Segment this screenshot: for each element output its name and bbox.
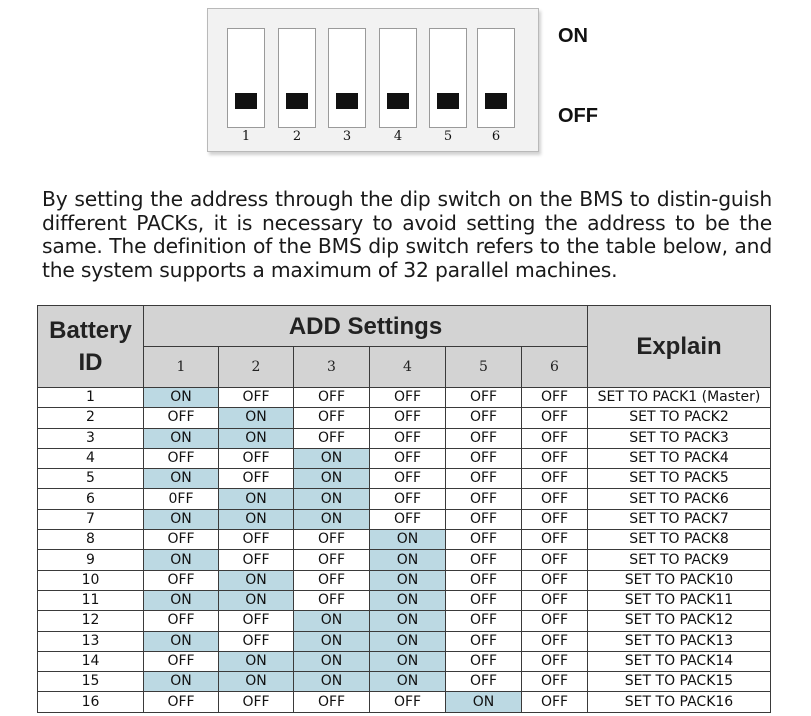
battery-id-cell: 14 bbox=[38, 651, 144, 671]
setting-cell: OFF bbox=[522, 550, 588, 570]
header-col: 5 bbox=[446, 347, 522, 388]
dip-switch-1 bbox=[227, 28, 265, 128]
setting-cell: OFF bbox=[219, 692, 294, 712]
battery-id-cell: 11 bbox=[38, 590, 144, 610]
setting-cell: OFF bbox=[446, 672, 522, 692]
setting-cell: ON bbox=[370, 550, 446, 570]
explain-cell: SET TO PACK6 bbox=[588, 489, 771, 509]
setting-cell: OFF bbox=[370, 408, 446, 428]
setting-cell: ON bbox=[144, 428, 219, 448]
header-col: 2 bbox=[219, 347, 294, 388]
setting-cell: OFF bbox=[370, 448, 446, 468]
setting-cell: OFF bbox=[522, 388, 588, 408]
setting-cell: OFF bbox=[219, 530, 294, 550]
header-explain: Explain bbox=[588, 306, 771, 388]
setting-cell: OFF bbox=[144, 530, 219, 550]
setting-cell: ON bbox=[219, 428, 294, 448]
setting-cell: OFF bbox=[446, 469, 522, 489]
setting-cell: ON bbox=[144, 550, 219, 570]
setting-cell: OFF bbox=[446, 448, 522, 468]
explain-cell: SET TO PACK16 bbox=[588, 692, 771, 712]
setting-cell: ON bbox=[144, 631, 219, 651]
setting-cell: OFF bbox=[522, 408, 588, 428]
setting-cell: ON bbox=[294, 469, 370, 489]
setting-cell: OFF bbox=[522, 448, 588, 468]
setting-cell: OFF bbox=[144, 692, 219, 712]
setting-cell: ON bbox=[294, 448, 370, 468]
setting-cell: OFF bbox=[522, 611, 588, 631]
setting-cell: OFF bbox=[522, 570, 588, 590]
setting-cell: ON bbox=[370, 530, 446, 550]
dip-knob bbox=[286, 93, 308, 109]
setting-cell: OFF bbox=[219, 631, 294, 651]
setting-cell: OFF bbox=[446, 590, 522, 610]
explain-cell: SET TO PACK7 bbox=[588, 509, 771, 529]
setting-cell: ON bbox=[446, 692, 522, 712]
setting-cell: OFF bbox=[294, 570, 370, 590]
table-row bbox=[38, 489, 771, 509]
dip-number: 4 bbox=[393, 129, 403, 144]
table-row bbox=[38, 428, 771, 448]
setting-cell: OFF bbox=[294, 692, 370, 712]
setting-cell: OFF bbox=[219, 469, 294, 489]
table-row bbox=[38, 469, 771, 489]
battery-id-cell: 12 bbox=[38, 611, 144, 631]
setting-cell: ON bbox=[294, 672, 370, 692]
battery-id-cell: 16 bbox=[38, 692, 144, 712]
setting-cell: OFF bbox=[370, 428, 446, 448]
setting-cell: ON bbox=[370, 611, 446, 631]
dip-switch-3 bbox=[328, 28, 366, 128]
setting-cell: OFF bbox=[144, 611, 219, 631]
table-row bbox=[38, 672, 771, 692]
explain-cell: SET TO PACK10 bbox=[588, 570, 771, 590]
setting-cell: OFF bbox=[522, 692, 588, 712]
setting-cell: OFF bbox=[446, 428, 522, 448]
table-row bbox=[38, 509, 771, 529]
dip-number: 1 bbox=[241, 129, 251, 144]
setting-cell: OFF bbox=[370, 388, 446, 408]
setting-cell: ON bbox=[144, 388, 219, 408]
setting-cell: OFF bbox=[446, 570, 522, 590]
explain-cell: SET TO PACK12 bbox=[588, 611, 771, 631]
header-col: 6 bbox=[522, 347, 588, 388]
setting-cell: ON bbox=[370, 570, 446, 590]
setting-cell: OFF bbox=[522, 509, 588, 529]
dip-switch-diagram bbox=[207, 8, 539, 152]
setting-cell: ON bbox=[219, 509, 294, 529]
battery-id-cell: 8 bbox=[38, 530, 144, 550]
setting-cell: OFF bbox=[446, 631, 522, 651]
setting-cell: OFF bbox=[370, 509, 446, 529]
table-row bbox=[38, 448, 771, 468]
setting-cell: ON bbox=[219, 672, 294, 692]
explain-cell: SET TO PACK11 bbox=[588, 590, 771, 610]
setting-cell: ON bbox=[294, 631, 370, 651]
setting-cell: OFF bbox=[522, 590, 588, 610]
setting-cell: OFF bbox=[370, 692, 446, 712]
setting-cell: OFF bbox=[446, 509, 522, 529]
table-row bbox=[38, 651, 771, 671]
battery-id-cell: 2 bbox=[38, 408, 144, 428]
battery-id-cell: 10 bbox=[38, 570, 144, 590]
battery-id-cell: 6 bbox=[38, 489, 144, 509]
setting-cell: ON bbox=[219, 590, 294, 610]
battery-id-cell: 15 bbox=[38, 672, 144, 692]
dip-knob bbox=[485, 93, 507, 109]
dip-switch-4 bbox=[379, 28, 417, 128]
setting-cell: ON bbox=[144, 590, 219, 610]
table-row bbox=[38, 388, 771, 408]
setting-cell: ON bbox=[294, 509, 370, 529]
setting-cell: ON bbox=[219, 570, 294, 590]
setting-cell: OFF bbox=[446, 611, 522, 631]
battery-id-cell: 1 bbox=[38, 388, 144, 408]
setting-cell: OFF bbox=[370, 469, 446, 489]
setting-cell: OFF bbox=[294, 530, 370, 550]
explain-cell: SET TO PACK4 bbox=[588, 448, 771, 468]
explain-cell: SET TO PACK1 (Master) bbox=[588, 388, 771, 408]
table-row bbox=[38, 530, 771, 550]
setting-cell: OFF bbox=[144, 570, 219, 590]
dip-number: 5 bbox=[443, 129, 453, 144]
battery-id-cell: 5 bbox=[38, 469, 144, 489]
battery-id-cell: 9 bbox=[38, 550, 144, 570]
battery-id-cell: 4 bbox=[38, 448, 144, 468]
dip-number: 6 bbox=[491, 129, 501, 144]
explain-cell: SET TO PACK5 bbox=[588, 469, 771, 489]
setting-cell: ON bbox=[219, 408, 294, 428]
dip-switch-5 bbox=[429, 28, 467, 128]
header-col: 3 bbox=[294, 347, 370, 388]
table-row bbox=[38, 611, 771, 631]
setting-cell: OFF bbox=[219, 388, 294, 408]
dip-knob bbox=[336, 93, 358, 109]
table-body bbox=[38, 388, 771, 713]
explain-cell: SET TO PACK15 bbox=[588, 672, 771, 692]
setting-cell: OFF bbox=[522, 651, 588, 671]
setting-cell: OFF bbox=[294, 550, 370, 570]
dip-number: 2 bbox=[292, 129, 302, 144]
setting-cell: OFF bbox=[144, 408, 219, 428]
setting-cell: OFF bbox=[144, 651, 219, 671]
setting-cell: ON bbox=[294, 651, 370, 671]
dip-knob bbox=[437, 93, 459, 109]
explain-cell: SET TO PACK14 bbox=[588, 651, 771, 671]
setting-cell: ON bbox=[370, 590, 446, 610]
setting-cell: OFF bbox=[294, 428, 370, 448]
setting-cell: 0FF bbox=[144, 489, 219, 509]
setting-cell: OFF bbox=[144, 448, 219, 468]
setting-cell: OFF bbox=[219, 611, 294, 631]
dip-switch-6 bbox=[477, 28, 515, 128]
battery-id-cell: 3 bbox=[38, 428, 144, 448]
table-row bbox=[38, 408, 771, 428]
battery-id-cell: 7 bbox=[38, 509, 144, 529]
dip-switch-2 bbox=[278, 28, 316, 128]
dip-knob bbox=[387, 93, 409, 109]
header-battery-id: Battery ID bbox=[38, 306, 144, 388]
table-row bbox=[38, 631, 771, 651]
dip-knob bbox=[235, 93, 257, 109]
setting-cell: ON bbox=[370, 651, 446, 671]
setting-cell: OFF bbox=[219, 550, 294, 570]
setting-cell: ON bbox=[144, 469, 219, 489]
description-paragraph: By setting the address through the dip switch on the BMS to distin-guish different PACKs, it is necessary to avoid setting the address to be the same. The definition of the BMS dip switch refers to the table below, and the system supports a maximum of 32 parallel machines. bbox=[42, 187, 772, 282]
setting-cell: ON bbox=[144, 509, 219, 529]
setting-cell: OFF bbox=[522, 672, 588, 692]
setting-cell: OFF bbox=[446, 408, 522, 428]
setting-cell: OFF bbox=[522, 469, 588, 489]
setting-cell: OFF bbox=[446, 530, 522, 550]
dip-number: 3 bbox=[342, 129, 352, 144]
setting-cell: ON bbox=[219, 489, 294, 509]
setting-cell: ON bbox=[370, 672, 446, 692]
explain-cell: SET TO PACK9 bbox=[588, 550, 771, 570]
setting-cell: ON bbox=[370, 631, 446, 651]
setting-cell: ON bbox=[294, 489, 370, 509]
setting-cell: OFF bbox=[219, 448, 294, 468]
setting-cell: OFF bbox=[522, 631, 588, 651]
setting-cell: OFF bbox=[294, 408, 370, 428]
header-add-settings: ADD Settings bbox=[144, 306, 588, 347]
explain-cell: SET TO PACK3 bbox=[588, 428, 771, 448]
table-row bbox=[38, 692, 771, 712]
table-row bbox=[38, 550, 771, 570]
table-row bbox=[38, 570, 771, 590]
header-col: 4 bbox=[370, 347, 446, 388]
explain-cell: SET TO PACK2 bbox=[588, 408, 771, 428]
explain-cell: SET TO PACK8 bbox=[588, 530, 771, 550]
setting-cell: OFF bbox=[446, 489, 522, 509]
explain-cell: SET TO PACK13 bbox=[588, 631, 771, 651]
setting-cell: OFF bbox=[294, 388, 370, 408]
setting-cell: ON bbox=[144, 672, 219, 692]
header-col: 1 bbox=[144, 347, 219, 388]
setting-cell: ON bbox=[219, 651, 294, 671]
setting-cell: OFF bbox=[370, 489, 446, 509]
dip-address-table bbox=[37, 305, 771, 713]
dip-on-label: ON bbox=[558, 25, 588, 47]
battery-id-cell: 13 bbox=[38, 631, 144, 651]
setting-cell: OFF bbox=[522, 489, 588, 509]
setting-cell: OFF bbox=[446, 388, 522, 408]
setting-cell: OFF bbox=[446, 651, 522, 671]
setting-cell: OFF bbox=[294, 590, 370, 610]
setting-cell: OFF bbox=[522, 428, 588, 448]
setting-cell: ON bbox=[294, 611, 370, 631]
table-row bbox=[38, 590, 771, 610]
setting-cell: OFF bbox=[522, 530, 588, 550]
dip-off-label: OFF bbox=[558, 105, 598, 127]
setting-cell: OFF bbox=[446, 550, 522, 570]
